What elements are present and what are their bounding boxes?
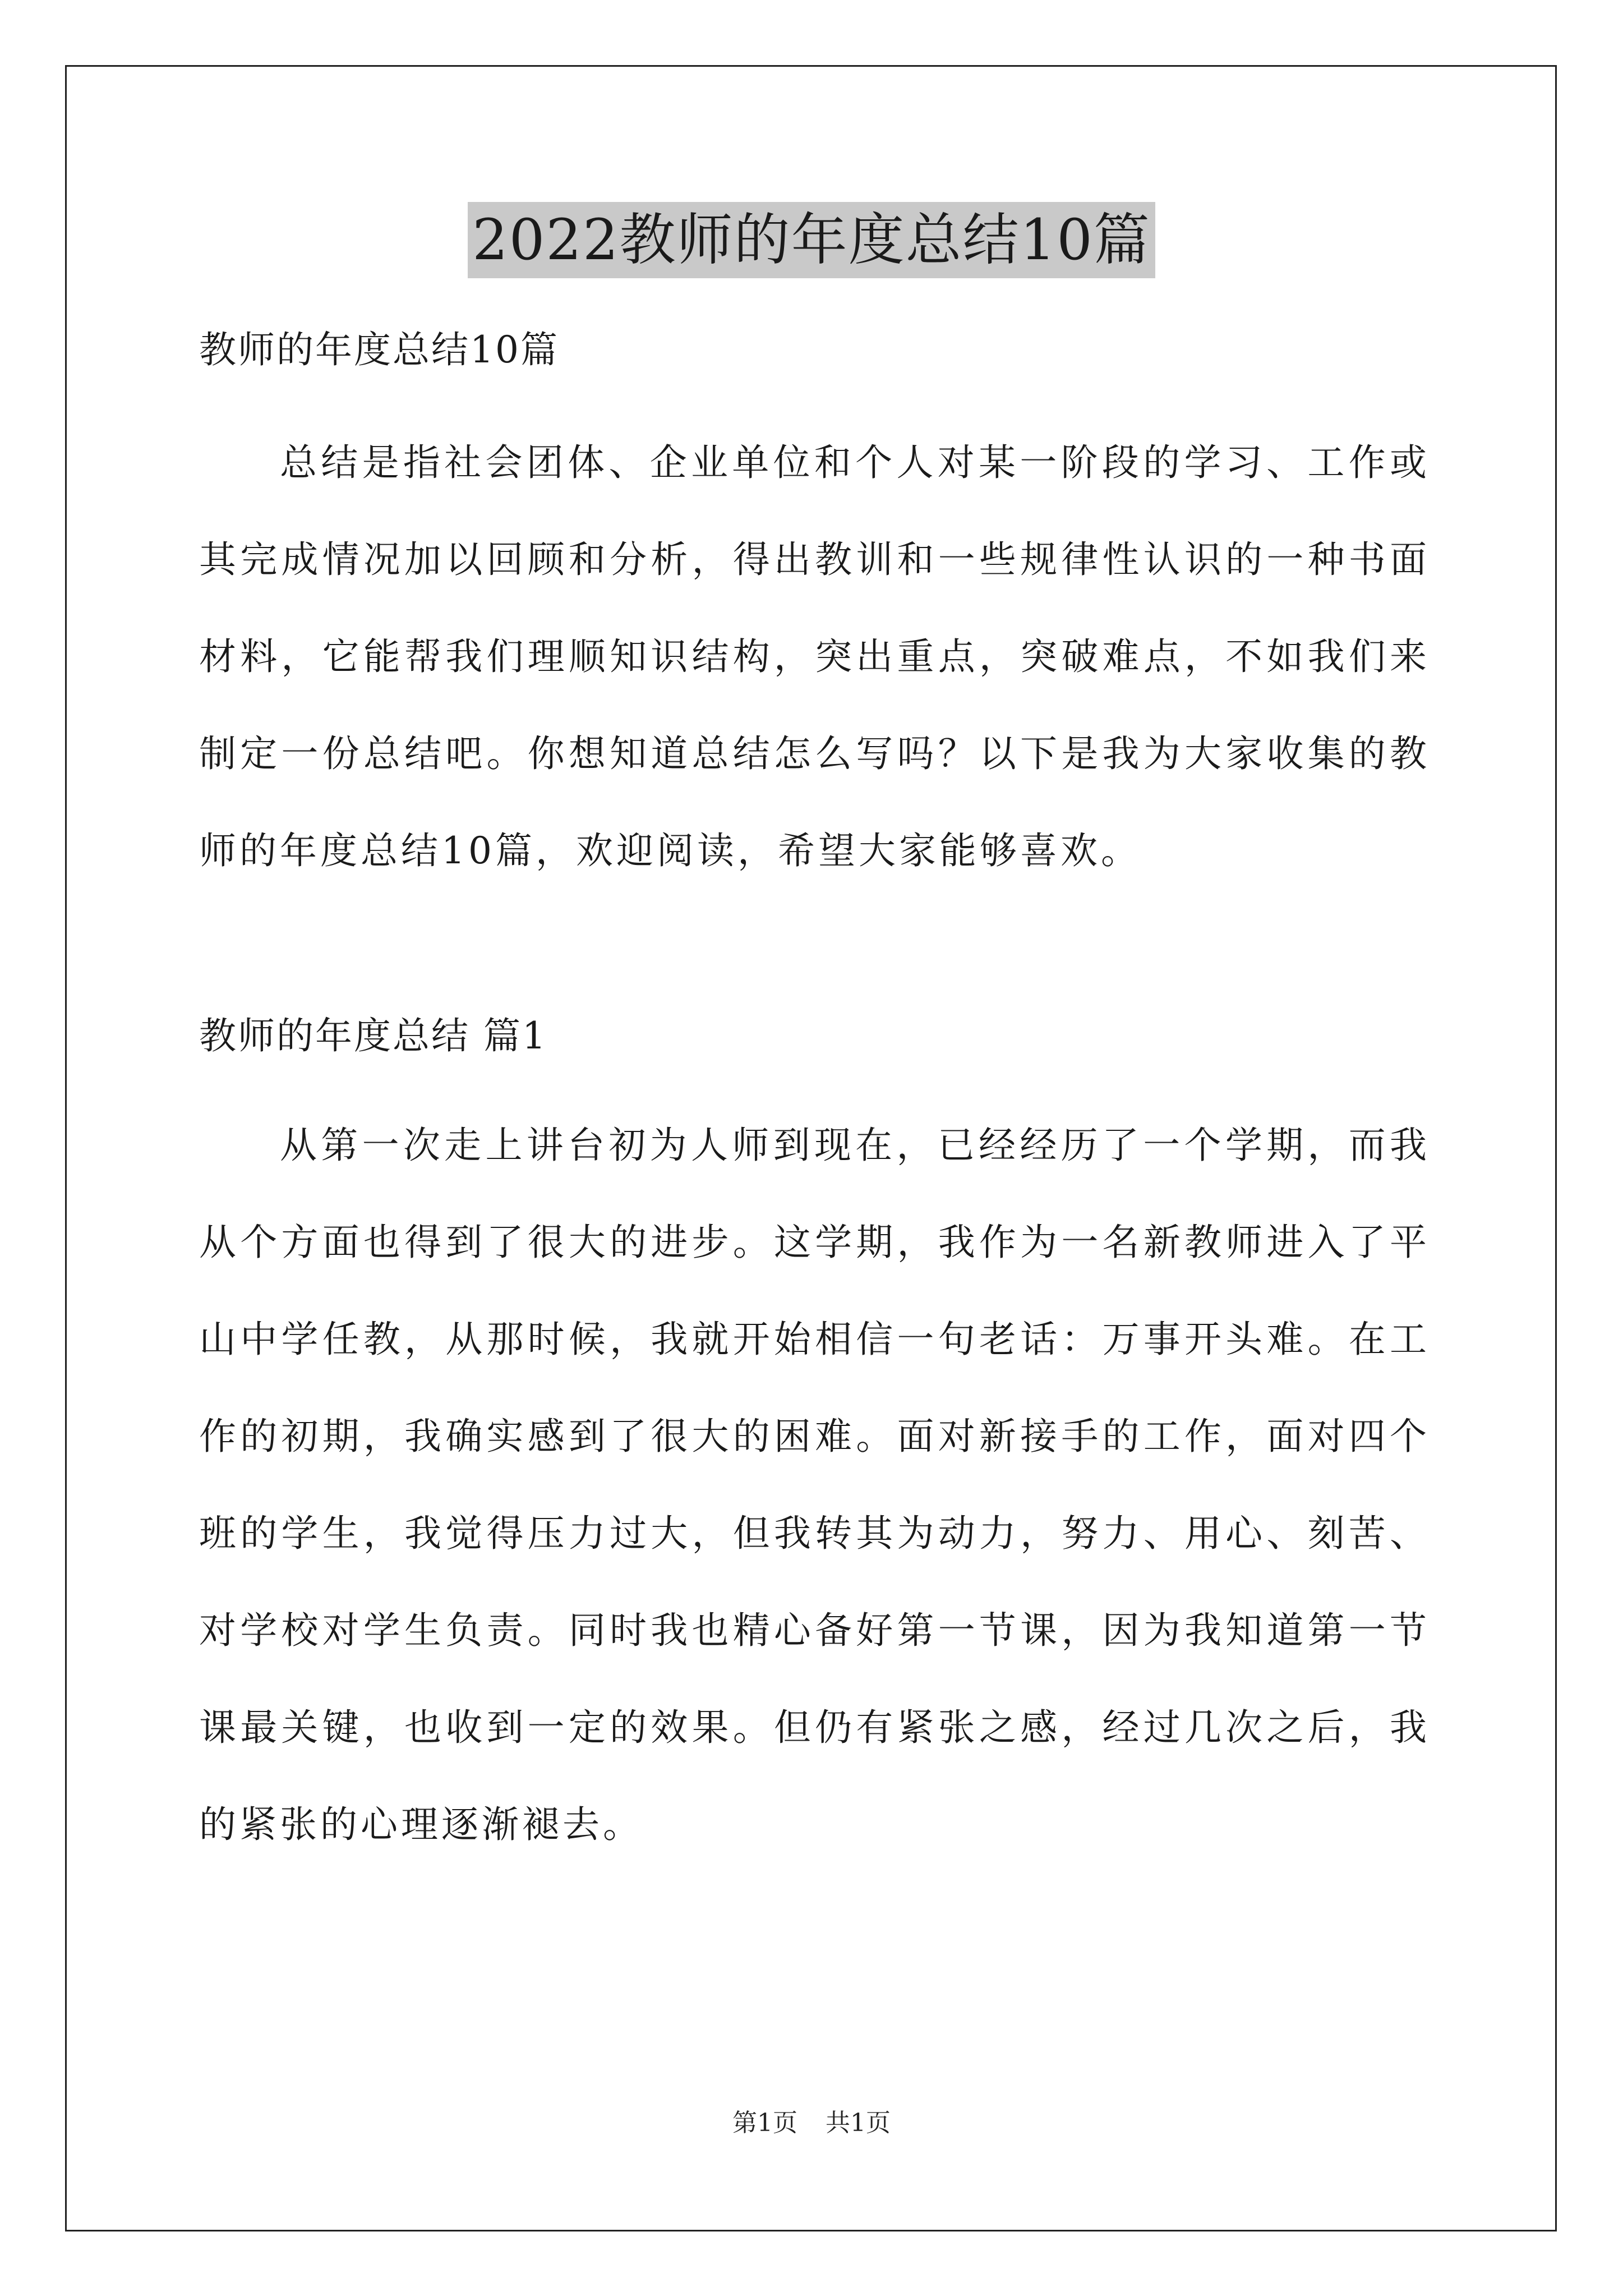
intro-paragraph: 总结是指社会团体、企业单位和个人对某一阶段的学习、工作或其完成情况加以回顾和分析，得出教训和一些规律性认识的一种书面材料，它能帮我们理顺知识结构，突出重点，突破难点，不如我们来制定一份总结吧。你想知道总结怎么写吗？以下是我为大家收集的教师的年度总结10篇，欢迎阅读，希望大家能够喜欢。: [199, 441, 1430, 872]
title-container: [0, 202, 1623, 278]
section-heading: 教师的年度总结 篇1: [199, 1014, 547, 1057]
page-total: 共1页: [826, 2109, 891, 2137]
document-subtitle: 教师的年度总结10篇: [199, 328, 559, 371]
document-title: 2022教师的年度总结10篇: [468, 202, 1155, 278]
page-footer: [0, 2106, 1623, 2140]
document-body: [199, 325, 1430, 1873]
section-paragraph: 从第一次走上讲台初为人师到现在，已经经历了一个学期，而我从个方面也得到了很大的进步。这学期，我作为一名新教师进入了平山中学任教，从那时候，我就开始相信一句老话：万事开头难。在工作的初期，我确实感到了很大的困难。面对新接手的工作，面对四个班的学生，我觉得压力过大，但我转其为动力，努力、用心、刻苦、对学校对学生负责。同时我也精心备好第一节课，因为我知道第一节课最关键，也收到一定的效果。但仍有紧张之感，经过几次之后，我的紧张的心理逐渐褪去。: [199, 1124, 1430, 1846]
page-number: 第1页: [732, 2109, 797, 2137]
